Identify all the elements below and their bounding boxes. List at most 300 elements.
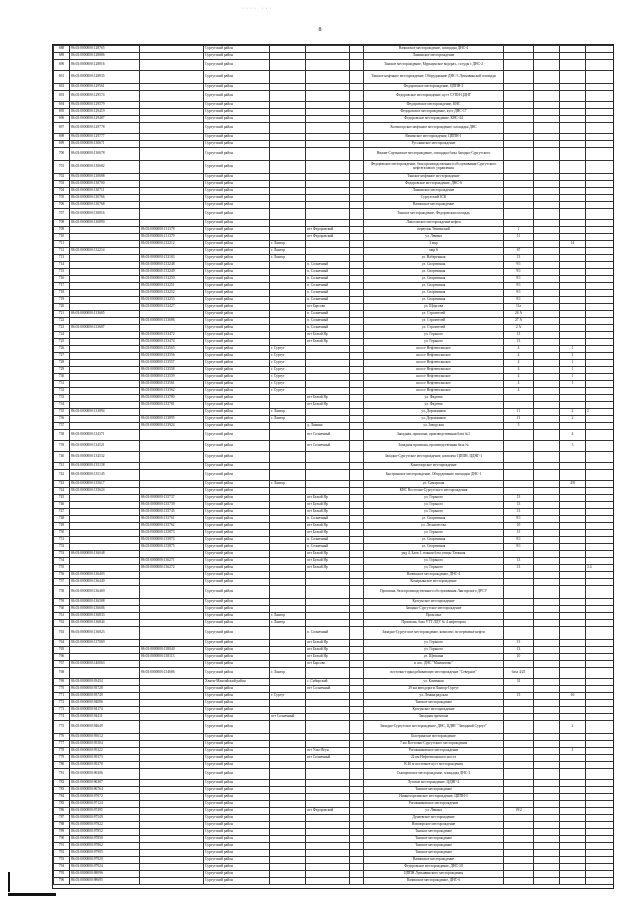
cell-name: 3 мкр	[364, 241, 504, 248]
cell-n4	[586, 878, 614, 885]
cell-no: 795	[54, 871, 70, 878]
cell-settlement: п. Солнечный	[306, 325, 350, 332]
cell-n1	[504, 850, 534, 857]
cell-code	[70, 346, 140, 353]
cell-n1	[504, 864, 534, 871]
cell-no: 715	[54, 269, 70, 276]
cell-settlement	[306, 102, 350, 109]
cell-street	[350, 53, 364, 60]
cell-code: 86:03:0000000:129419	[70, 109, 140, 116]
cell-locality	[270, 148, 306, 161]
cell-subcode: 86:03:0000000:135762	[140, 523, 204, 530]
cell-code: 86:03:0000000:129574	[70, 91, 140, 102]
cell-subcode	[140, 808, 204, 815]
cell-district: Сургутский район	[204, 388, 270, 395]
cell-n2	[534, 452, 560, 463]
cell-name: шоссе Нефтеюганское	[364, 353, 504, 360]
table-row	[54, 613, 614, 620]
cell-n1: 10	[504, 654, 534, 661]
cell-n1	[504, 174, 534, 181]
cell-locality	[270, 304, 306, 311]
cell-n1	[504, 441, 534, 452]
cell-n3	[560, 801, 586, 808]
cell-no: 709	[54, 227, 70, 234]
cell-settlement	[306, 586, 350, 599]
cell-n3	[560, 325, 586, 332]
table-row	[54, 381, 614, 388]
cell-n3	[560, 161, 586, 174]
cell-n3	[560, 463, 586, 470]
cell-district: Сургутский район	[204, 402, 270, 409]
table-row	[54, 360, 614, 367]
cell-no: 750	[54, 530, 70, 537]
cell-settlement	[306, 488, 350, 495]
cell-street	[350, 318, 364, 325]
cell-locality: г. Сургут	[270, 367, 306, 374]
cell-name: Нижнесортымское месторождение, ЦППН-3	[364, 794, 504, 801]
cell-no: 696	[54, 116, 70, 123]
cell-locality	[270, 195, 306, 202]
cell-locality	[270, 318, 306, 325]
cell-street	[350, 353, 364, 360]
cell-settlement	[306, 452, 350, 463]
cell-n3	[560, 558, 586, 565]
cell-name: шоссе Нефтеюганское	[364, 381, 504, 388]
cell-n1: 11а	[504, 304, 534, 311]
cell-locality	[270, 707, 306, 714]
cell-code: 86:03:0000000:133685	[70, 311, 140, 318]
cell-settlement	[306, 134, 350, 141]
cell-district: Сургутский район	[204, 714, 270, 721]
cell-subcode	[140, 769, 204, 780]
cell-district: Сургутский район	[204, 360, 270, 367]
cell-street	[350, 878, 364, 885]
cell-subcode: 86:03:0000000:132212	[140, 241, 204, 248]
cell-n1	[504, 123, 534, 134]
table-row	[54, 864, 614, 871]
table-row	[54, 647, 614, 654]
cell-n3	[560, 53, 586, 60]
cell-district: Сургутский район	[204, 290, 270, 297]
table-row	[54, 558, 614, 565]
cell-n4	[586, 91, 614, 102]
cell-n4	[586, 220, 614, 227]
cell-name: ул. Щепкина	[364, 654, 504, 661]
table-row	[54, 679, 614, 686]
cell-subcode: 86:03:0000000:136271	[140, 558, 204, 565]
cell-name: ул. Горького	[364, 640, 504, 647]
cell-subcode	[140, 579, 204, 586]
cell-settlement	[306, 161, 350, 174]
cell-settlement	[306, 409, 350, 416]
cell-district: Сургутский район	[204, 241, 270, 248]
cell-n3	[560, 878, 586, 885]
cell-street	[350, 283, 364, 290]
cell-n2	[534, 748, 560, 755]
cell-street	[350, 269, 364, 276]
cell-locality	[270, 654, 306, 661]
cell-subcode	[140, 430, 204, 441]
cell-district: Сургутский район	[204, 148, 270, 161]
cell-subcode	[140, 755, 204, 762]
cell-settlement: п. Солнечный	[306, 627, 350, 640]
cell-name: ул. Щорсова	[364, 304, 504, 311]
cell-n4	[586, 762, 614, 769]
cell-n1: 4	[504, 381, 534, 388]
cell-street	[350, 141, 364, 148]
cell-n3	[560, 255, 586, 262]
cell-code: 86:03:0000000:93454	[70, 679, 140, 686]
cell-subcode: 86:03:0000000:131378	[140, 227, 204, 234]
cell-subcode	[140, 202, 204, 209]
cell-name: Кулгунское месторождение	[364, 599, 504, 606]
cell-no: 726	[54, 346, 70, 353]
cell-no: 717	[54, 283, 70, 290]
cell-district: Сургутский район	[204, 318, 270, 325]
cell-n4	[586, 360, 614, 367]
cell-n4	[586, 530, 614, 537]
cell-code: 86:03:0000000:130890	[70, 220, 140, 227]
cell-code: 86:03:0000000:95373	[70, 755, 140, 762]
cell-n4	[586, 311, 614, 318]
cell-district: Сургутский район	[204, 123, 270, 134]
cell-n4	[586, 174, 614, 181]
cell-code: 86:03:0000000:96764	[70, 787, 140, 794]
cell-district: Сургутский район	[204, 234, 270, 241]
cell-code: 86:03:0000000:93749	[70, 693, 140, 700]
cell-district: Сургутский район	[204, 188, 270, 195]
cell-n4	[586, 741, 614, 748]
cell-n2	[534, 871, 560, 878]
cell-name: ул. Заводская	[364, 423, 504, 430]
cell-settlement	[306, 762, 350, 769]
cell-district: Сургутский район	[204, 755, 270, 762]
cell-n3: 16	[560, 693, 586, 700]
cell-name: Вачимское месторождение, ДНС-6	[364, 878, 504, 885]
cell-n3	[560, 613, 586, 620]
cell-district: Сургутский район	[204, 721, 270, 734]
cell-settlement: п. Солнечный	[306, 290, 350, 297]
cell-no: 724	[54, 332, 70, 339]
cell-name: Кулгунское месторождение	[364, 707, 504, 714]
cell-no: 745	[54, 495, 70, 502]
cell-district: Сургутский район	[204, 640, 270, 647]
cell-n2	[534, 227, 560, 234]
cell-n4	[586, 668, 614, 679]
cell-subcode: 86:03:0000000:138113	[140, 654, 204, 661]
cell-district: Сургутский район	[204, 794, 270, 801]
cell-code	[70, 654, 140, 661]
cell-n4	[586, 495, 614, 502]
cell-name: в пос. ДНС "Мамонтово"	[364, 661, 504, 668]
cell-n4	[586, 707, 614, 714]
cell-n2	[534, 318, 560, 325]
table-row	[54, 843, 614, 850]
cell-district: Сургутский район	[204, 741, 270, 748]
cell-district: Сургутский район	[204, 586, 270, 599]
cell-locality	[270, 530, 306, 537]
cell-subcode: 86:03:0000000:131379	[140, 234, 204, 241]
cell-name: Новоюрское месторождение	[364, 822, 504, 829]
cell-locality	[270, 402, 306, 409]
cell-street	[350, 102, 364, 109]
cell-no: 769	[54, 679, 70, 686]
table-row	[54, 402, 614, 409]
cell-n2	[534, 470, 560, 481]
cell-n1	[504, 836, 534, 843]
cell-no: 791	[54, 843, 70, 850]
cell-name: В 40 м восточнее куст месторождения	[364, 762, 504, 769]
table-row	[54, 71, 614, 84]
cell-n3: 4/8	[560, 481, 586, 488]
cell-district: Сургутский район	[204, 599, 270, 606]
cell-subcode: 86:03:0000000:133559	[140, 374, 204, 381]
cell-n3	[560, 586, 586, 599]
cell-code: 86:03:0000000:97920	[70, 857, 140, 864]
cell-street	[350, 787, 364, 794]
cell-n3: 3	[560, 441, 586, 452]
cell-code: 86:03:0000000:95304	[70, 741, 140, 748]
table-row	[54, 801, 614, 808]
cell-name: ул. Спортивная	[364, 290, 504, 297]
cell-locality	[270, 627, 306, 640]
cell-street	[350, 516, 364, 523]
cell-settlement: пгт Федоровский	[306, 227, 350, 234]
cell-name: шоссе Нефтеюганское	[364, 346, 504, 353]
cell-n2	[534, 220, 560, 227]
cell-district: Сургутский район	[204, 423, 270, 430]
table-row	[54, 84, 614, 91]
cell-locality	[270, 311, 306, 318]
cell-n3	[560, 544, 586, 551]
cell-n4	[586, 46, 614, 53]
cell-code: 86:03:0000000:98685	[70, 878, 140, 885]
cell-code	[70, 304, 140, 311]
cell-locality	[270, 822, 306, 829]
cell-locality	[270, 283, 306, 290]
cell-n1: 13	[504, 530, 534, 537]
table-row	[54, 693, 614, 700]
cell-n2	[534, 423, 560, 430]
cell-code: 86:03:0000000:129487	[70, 116, 140, 123]
cell-no: 694	[54, 102, 70, 109]
cell-settlement	[306, 388, 350, 395]
cell-subcode	[140, 801, 204, 808]
cell-code: 86:03:0000000:136823	[70, 627, 140, 640]
cell-locality	[270, 857, 306, 864]
cell-n1	[504, 395, 534, 402]
cell-district: Сургутский район	[204, 762, 270, 769]
cell-locality	[270, 537, 306, 544]
cell-street	[350, 530, 364, 537]
cell-no: 718	[54, 290, 70, 297]
cell-street	[350, 234, 364, 241]
cell-code: 86:03:0000000:136833	[70, 613, 140, 620]
cell-n2	[534, 367, 560, 374]
cell-settlement	[306, 572, 350, 579]
cell-name: Вачимское месторождение	[364, 857, 504, 864]
cell-locality	[270, 53, 306, 60]
cell-locality	[270, 864, 306, 871]
cell-street	[350, 248, 364, 255]
cell-street	[350, 339, 364, 346]
cell-subcode	[140, 693, 204, 700]
cell-no: 781	[54, 769, 70, 780]
cell-name: Федоровское месторождение, ДНС-6	[364, 181, 504, 188]
cell-n1: 13	[504, 509, 534, 516]
table-row	[54, 470, 614, 481]
cell-n2	[534, 241, 560, 248]
table-row	[54, 452, 614, 463]
cell-settlement: д. Лямина	[306, 423, 350, 430]
cell-street	[350, 463, 364, 470]
cell-n2	[534, 195, 560, 202]
cell-subcode	[140, 91, 204, 102]
cell-n3	[560, 572, 586, 579]
cell-n3	[560, 530, 586, 537]
cell-name: ул. Спортивная	[364, 544, 504, 551]
cell-district: Сургутский район	[204, 787, 270, 794]
cell-subcode: 86:03:0000000:135739	[140, 502, 204, 509]
cell-name: Тянское месторождение, Мурьяунское водораз., сосуды с ДНС-2	[364, 60, 504, 71]
cell-n2	[534, 721, 560, 734]
cell-n3: 2	[560, 721, 586, 734]
cell-n2	[534, 565, 560, 572]
cell-subcode	[140, 551, 204, 558]
cell-locality	[270, 572, 306, 579]
cell-n3: 1	[560, 381, 586, 388]
cell-street	[350, 470, 364, 481]
table-row	[54, 325, 614, 332]
cell-n1: 13	[504, 495, 534, 502]
table-row	[54, 762, 614, 769]
cell-name: Тянское нефтяное месторождение	[364, 174, 504, 181]
cell-street	[350, 780, 364, 787]
cell-locality: г. Лянтор	[270, 416, 306, 423]
cell-n3	[560, 423, 586, 430]
cell-district: Сургутский район	[204, 339, 270, 346]
cell-n1	[504, 53, 534, 60]
cell-code	[70, 241, 140, 248]
cell-n3	[560, 871, 586, 878]
cell-no: 749	[54, 523, 70, 530]
cell-street	[350, 60, 364, 71]
cell-n3	[560, 102, 586, 109]
table-row	[54, 283, 614, 290]
cell-locality	[270, 227, 306, 234]
cell-street	[350, 808, 364, 815]
table-row	[54, 780, 614, 787]
cell-settlement	[306, 801, 350, 808]
cell-n1	[504, 71, 534, 84]
cell-n3	[560, 109, 586, 116]
cell-settlement	[306, 374, 350, 381]
cell-district: Сургутский район	[204, 367, 270, 374]
cell-subcode	[140, 741, 204, 748]
cell-n4	[586, 84, 614, 91]
table-row	[54, 388, 614, 395]
cell-district: Сургутский район	[204, 332, 270, 339]
cell-street	[350, 374, 364, 381]
cell-district: Сургутский район	[204, 195, 270, 202]
cell-code: 86:03:0000000:97495	[70, 808, 140, 815]
cell-subcode	[140, 613, 204, 620]
cell-settlement	[306, 822, 350, 829]
cell-street	[350, 116, 364, 123]
cell-n1	[504, 801, 534, 808]
cell-district: Сургутский район	[204, 734, 270, 741]
cell-n4	[586, 102, 614, 109]
cell-n1: 13	[504, 640, 534, 647]
cell-n2	[534, 463, 560, 470]
table-row	[54, 304, 614, 311]
cell-n3	[560, 627, 586, 640]
cell-street	[350, 502, 364, 509]
table-row	[54, 181, 614, 188]
cell-locality	[270, 509, 306, 516]
table-row	[54, 794, 614, 801]
cell-n2	[534, 262, 560, 269]
cell-district: Сургутский район	[204, 693, 270, 700]
cell-street	[350, 693, 364, 700]
cell-district: Сургутский район	[204, 707, 270, 714]
table-row	[54, 332, 614, 339]
cell-n3: 2	[560, 416, 586, 423]
register-table	[53, 45, 614, 885]
cell-subcode: 86:03:0000000:133472	[140, 332, 204, 339]
cell-street	[350, 134, 364, 141]
cell-locality	[270, 441, 306, 452]
cell-settlement	[306, 255, 350, 262]
cell-subcode	[140, 714, 204, 721]
cell-code: 86:03:0000000:130711	[70, 188, 140, 195]
cell-n2	[534, 620, 560, 627]
cell-district: Сургутский район	[204, 109, 270, 116]
cell-n1	[504, 148, 534, 161]
cell-n3	[560, 523, 586, 530]
cell-name: ул. Горького	[364, 495, 504, 502]
cell-locality	[270, 102, 306, 109]
cell-n4	[586, 416, 614, 423]
cell-locality: г. Сургут	[270, 693, 306, 700]
cell-locality	[270, 794, 306, 801]
cell-subcode: 86:03:0000000:133924	[140, 423, 204, 430]
cell-name: ул. Горького	[364, 565, 504, 572]
cell-n3	[560, 707, 586, 714]
cell-district: Сургутский район	[204, 822, 270, 829]
cell-street	[350, 488, 364, 495]
cell-n4	[586, 488, 614, 495]
cell-n4	[586, 829, 614, 836]
cell-no: 701	[54, 161, 70, 174]
cell-no: 757	[54, 579, 70, 586]
cell-locality	[270, 647, 306, 654]
cell-district: Сургутский район	[204, 209, 270, 220]
cell-no: 754	[54, 558, 70, 565]
cell-subcode: 86:03:0000000:133558	[140, 367, 204, 374]
cell-district: Сургутский район	[204, 620, 270, 627]
cell-n3	[560, 395, 586, 402]
cell-name: ул. Горького	[364, 339, 504, 346]
cell-n2	[534, 857, 560, 864]
cell-n4	[586, 843, 614, 850]
cell-name: Федоровское месторождение, ЦППН-2	[364, 84, 504, 91]
cell-no: 768	[54, 668, 70, 679]
cell-district: Сургутский район	[204, 84, 270, 91]
cell-street	[350, 409, 364, 416]
cell-name: Луговое месторождение, ЦДНГ-2	[364, 780, 504, 787]
cell-n3	[560, 864, 586, 871]
